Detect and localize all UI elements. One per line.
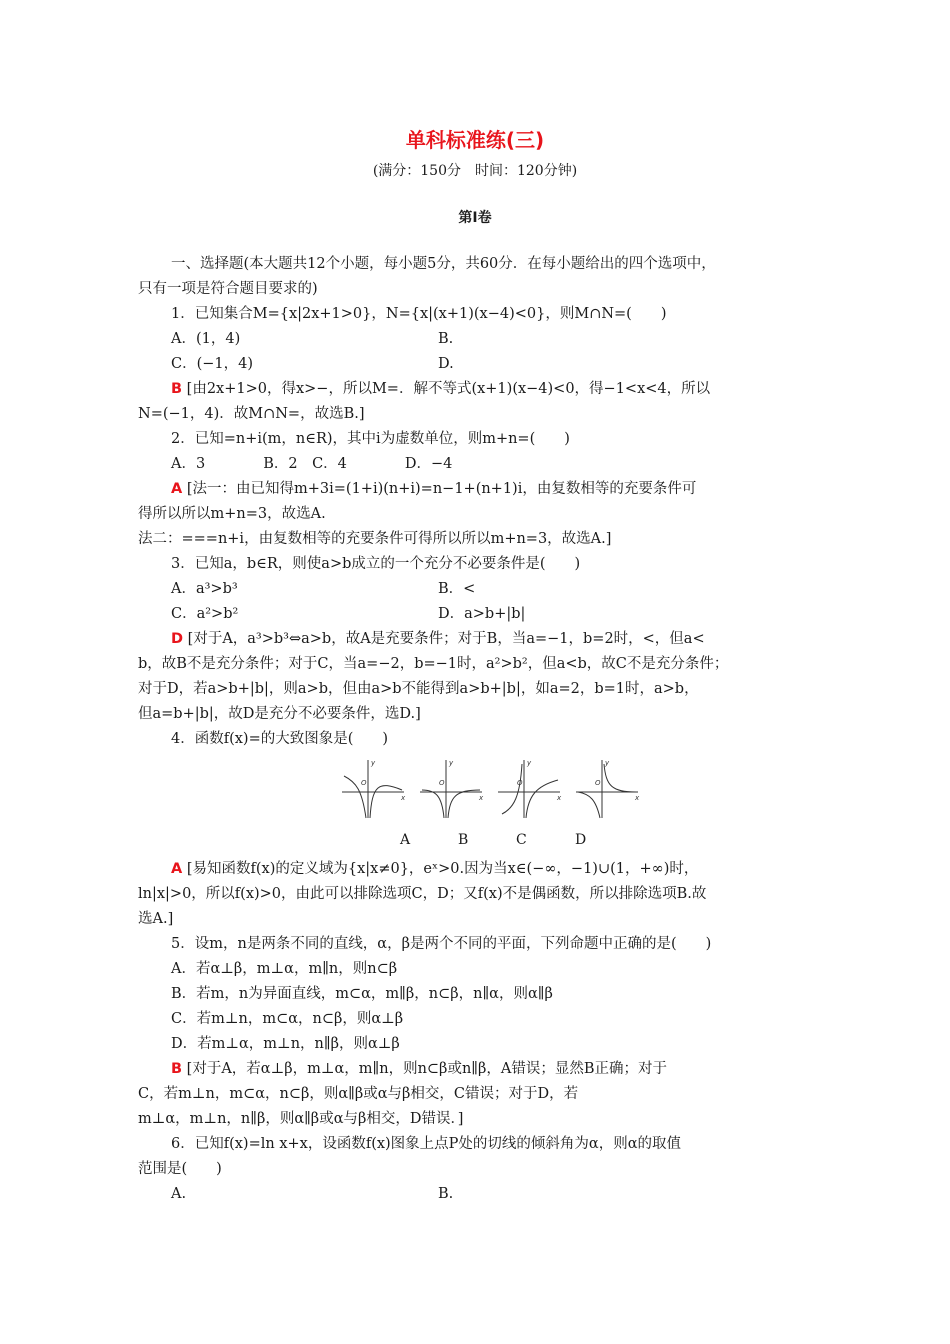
q3-explanation-2: b，故B不是充分条件；对于C，当a=−2，b=−1时，a²>b²，但a<b，故C不是充分条件；: [138, 656, 729, 672]
graph-a-origin: O: [361, 779, 367, 787]
q6-option-b: B.: [438, 1186, 454, 1202]
q5-option-d: D．若m⊥α，m⊥n，n∥β，则α⊥β: [171, 1036, 400, 1052]
q3-stem: 3．已知a，b∈R，则使a>b成立的一个充分不必要条件是( ): [171, 556, 581, 572]
q2-options: A．3 B．2 C．4 D．−4: [171, 456, 453, 472]
q3-option-b: B．<: [438, 581, 476, 597]
q1-stem: 1．已知集合M={x|2x+1>0}，N={x|(x+1)(x−4)<0}，则M∩N=( ): [171, 306, 667, 322]
graph-b: [420, 760, 482, 818]
graph-c-y-label: y: [527, 759, 532, 767]
q3-explanation-1: [对于A，a³>b³⇔a>b，故A是充要条件；对于B，当a=−1，b=2时，<，但a<: [187, 631, 705, 647]
q2-answer: A: [171, 481, 183, 497]
q5-answer: B: [171, 1061, 183, 1077]
q1-option-b: B.: [438, 331, 454, 347]
graph-label-c: C: [516, 832, 527, 848]
q3-option-d: D．a>b+|b|: [438, 606, 526, 622]
graph-d: [576, 760, 638, 818]
graph-d-origin: O: [595, 779, 601, 787]
q3-option-a: A．a³>b³: [171, 581, 238, 597]
q5-option-a: A．若α⊥β，m⊥α，m∥n，则n⊂β: [171, 961, 398, 977]
q5-option-b: B．若m，n为异面直线，m⊂α，m∥β，n⊂β，n∥α，则α∥β: [171, 986, 553, 1002]
q4-answer: A: [171, 861, 183, 877]
q5-explanation-2: C，若m⊥n，m⊂α，n⊂β，则α∥β或α与β相交，C错误；对于D，若: [138, 1086, 579, 1102]
q6-stem-1: 6．已知f(x)=ln x+x，设函数f(x)图象上点P处的切线的倾斜角为α，则α的取值: [171, 1136, 682, 1152]
q4-explanation-3: 选A.]: [138, 911, 174, 927]
q4-explanation-2: ln|x|>0，所以f(x)>0，由此可以排除选项C，D；又f(x)不是偶函数，所以排除选项B.故: [138, 886, 707, 902]
q1-option-c: C．(−1，4): [171, 356, 254, 372]
intro-line-2: 只有一项是符合题目要求的): [138, 281, 318, 297]
graph-d-x-label: x: [635, 794, 640, 802]
graph-label-a: A: [400, 832, 411, 848]
q6-stem-2: 范围是( ): [138, 1161, 222, 1177]
intro-line-1: 一、选择题(本大题共12个小题，每小题5分，共60分．在每小题给出的四个选项中，: [171, 256, 716, 272]
q2-explanation-3: 法二：===n+i，由复数相等的充要条件可得所以所以m+n=3，故选A.]: [138, 531, 612, 547]
q2-stem: 2．已知=n+i(m，n∈R)，其中i为虚数单位，则m+n=( ): [171, 431, 570, 447]
page-title: 单科标准练(三): [405, 128, 545, 152]
q4-explanation-1: [易知函数f(x)的定义域为{x|x≠0}，eˣ>0.因为当x∈(−∞，−1)∪(1，+∞)时，: [186, 861, 699, 877]
q1-answer: B: [171, 381, 183, 397]
q1-option-d: D.: [438, 356, 454, 372]
q2-explanation-2: 得所以所以m+n=3，故选A.: [138, 506, 326, 522]
q3-explanation-3: 对于D，若a>b+|b|，则a>b，但由a>b不能得到a>b+|b|，如a=2，b=1时，a>b，: [138, 681, 699, 697]
exam-info: (满分：150分 时间：120分钟): [372, 163, 578, 179]
graph-b-origin: O: [439, 779, 445, 787]
q5-explanation-1: [对于A，若α⊥β，m⊥α，m∥n，则n⊂β或n∥β，A错误；显然B正确；对于: [186, 1061, 667, 1077]
q6-option-a: A.: [171, 1186, 187, 1202]
graph-a: [342, 760, 404, 818]
q1-option-a: A．(1，4): [171, 331, 241, 347]
graph-b-y-label: y: [449, 759, 454, 767]
graph-label-d: D: [575, 832, 587, 848]
q4-graph-options: [338, 756, 648, 820]
graph-label-b: B: [458, 832, 469, 848]
q5-stem: 5．设m，n是两条不同的直线，α，β是两个不同的平面，下列命题中正确的是( ): [171, 936, 712, 952]
graph-a-y-label: y: [371, 759, 376, 767]
q3-option-c: C．a²>b²: [171, 606, 239, 622]
q2-explanation-1: [法一：由已知得m+3i=(1+i)(n+i)=n−1+(n+1)i，由复数相等的充要条件可: [186, 481, 697, 497]
q4-stem: 4．函数f(x)=的大致图象是( ): [171, 731, 389, 747]
q3-explanation-4: 但a=b+|b|，故D是充分不必要条件，选D.]: [138, 706, 421, 722]
q1-explanation-1: [由2x+1>0，得x>−，所以M=．解不等式(x+1)(x−4)<0，得−1<x<4，所以: [186, 381, 711, 397]
section-heading: 第Ⅰ卷: [458, 210, 492, 226]
q5-explanation-3: m⊥α，m⊥n，n∥β，则α∥β或α与β相交，D错误．]: [138, 1111, 464, 1127]
graph-c-origin: O: [517, 779, 523, 787]
q5-option-c: C．若m⊥n，m⊂α，n⊂β，则α⊥β: [171, 1011, 404, 1027]
q1-explanation-2: N=(−1，4)．故M∩N=，故选B.]: [138, 406, 365, 422]
q3-answer: D: [171, 631, 184, 647]
graph-c-x-label: x: [557, 794, 562, 802]
graph-a-x-label: x: [401, 794, 406, 802]
graph-b-x-label: x: [479, 794, 484, 802]
graph-c: [498, 760, 560, 818]
graph-d-y-label: y: [605, 759, 610, 767]
